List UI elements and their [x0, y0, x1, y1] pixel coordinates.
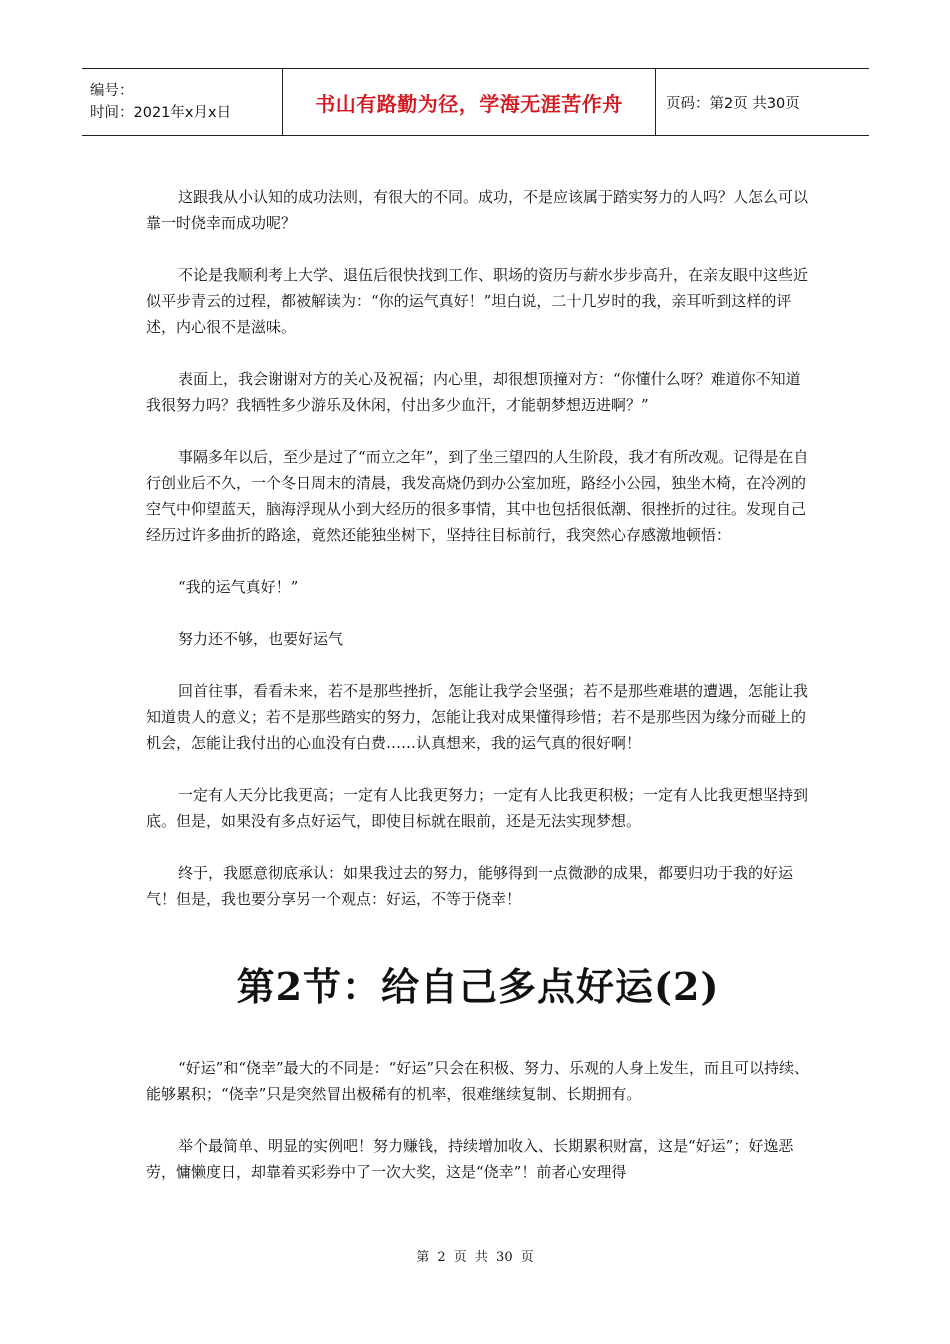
header-motto: 书山有路勤为径，学海无涯苦作舟 — [315, 91, 623, 116]
paragraph: 回首往事，看看未来，若不是那些挫折，怎能让我学会坚强；若不是那些难堪的遭遇，怎能让我知道贵人的意义；若不是那些踏实的努力，怎能让我对成果懂得珍惜；若不是那些因为缘分而碰上的机会，怎能让我付出的心血没有白费……认真想来，我的运气真的很好啊！ — [146, 682, 809, 752]
paragraph: “好运”和“侥幸”最大的不同是：“好运”只会在积极、努力、乐观的人身上发生，而且可以持续、能够累积；“侥幸”只是突然冒出极稀有的机率，很难继续复制、长期拥有。 — [146, 1059, 810, 1103]
paragraph: 不论是我顺利考上大学、退伍后很快找到工作、职场的资历与薪水步步高升，在亲友眼中这些近似平步青云的过程，都被解读为：“你的运气真好！”坦白说，二十几岁时的我，亲耳听到这样的评述，内心很不是滋味。 — [146, 266, 809, 336]
paragraph: 事隔多年以后，至少是过了“而立之年”，到了坐三望四的人生阶段，我才有所改观。记得是在自行创业后不久，一个冬日周末的清晨，我发高烧仍到办公室加班，路经小公园，独坐木椅，在冷冽的空气中仰望蓝天，脑海浮现从小到大经历的很多事情，其中也包括很低潮、很挫折的过往。发现自己经历过许多曲折的路途，竟然还能独坐树下，坚持往目标前行，我突然心存感激地顿悟： — [146, 448, 809, 544]
header-meta — [82, 69, 282, 135]
header-page-info-cell — [656, 69, 869, 135]
paragraph: 这跟我从小认知的成功法则，有很大的不同。成功，不是应该属于踏实努力的人吗？人怎么可以靠一时侥幸而成功呢？ — [146, 188, 809, 232]
section-title: 第2节：给自己多点好运(2) — [236, 964, 720, 1009]
header-page-info: 页码：第2页 共30页 — [666, 95, 800, 112]
paragraph: 一定有人天分比我更高；一定有人比我更努力；一定有人比我更积极；一定有人比我更想坚持到底。但是，如果没有多点好运气，即使目标就在眼前，还是无法实现梦想。 — [146, 786, 809, 830]
document-body — [146, 184, 810, 1211]
document-number-label: 编号： — [90, 83, 134, 99]
paragraph: 终于，我愿意彻底承认：如果我过去的努力，能够得到一点微渺的成果，都要归功于我的好运气！但是，我也要分享另一个观点：好运，不等于侥幸！ — [146, 864, 794, 908]
header-motto-cell — [282, 69, 656, 135]
paragraph: “我的运气真好！” — [178, 578, 299, 596]
paragraph: 举个最简单、明显的实例吧！努力赚钱，持续增加收入、长期累积财富，这是“好运”；好逸恶劳，慵懒度日，却靠着买彩券中了一次大奖，这是“侥幸”！前者心安理得 — [146, 1137, 794, 1181]
page-header — [82, 68, 869, 136]
document-date: 时间：2021年x月x日 — [90, 105, 232, 121]
paragraph: 努力还不够，也要好运气 — [178, 630, 344, 648]
page-footer: 第 2 页 共 30 页 — [416, 1250, 534, 1265]
paragraph: 表面上，我会谢谢对方的关心及祝福；内心里，却很想顶撞对方：“你懂什么呀？难道你不知道我很努力吗？我牺牲多少游乐及休闲，付出多少血汗，才能朝梦想迈进啊？” — [146, 370, 801, 414]
